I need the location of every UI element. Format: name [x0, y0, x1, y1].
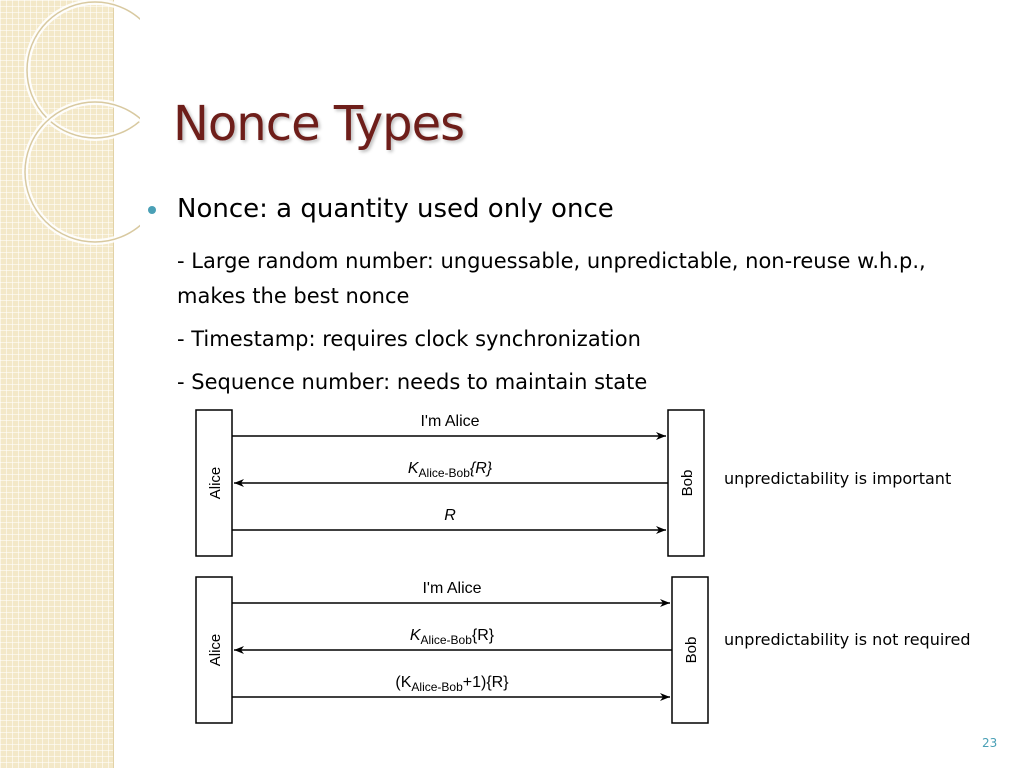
message-2: $K_{Alice-Bob}\{R\}$	[407, 460, 493, 480]
slide-title: Nonce Types	[173, 96, 465, 152]
note-unpredictability-not-required: unpredictability is not required	[724, 630, 971, 649]
message-3: R	[444, 507, 456, 524]
page-number: 23	[982, 736, 998, 750]
subpoint-sequence: - Sequence number: needs to maintain state	[177, 370, 648, 394]
message-2: $K_{Alice-Bob}\{R\}$	[409, 627, 495, 647]
alice-label: Alice	[207, 633, 224, 667]
message-3: $(K_{Alice-Bob}+1)\{R\}$	[395, 674, 509, 694]
bob-label: Bob	[679, 469, 696, 497]
bob-label: Bob	[683, 636, 700, 664]
message-1: I'm Alice	[420, 413, 480, 430]
diagram-2	[196, 577, 708, 723]
message-1: I'm Alice	[422, 580, 482, 597]
subpoint-timestamp: - Timestamp: requires clock synchronization	[177, 327, 641, 351]
subpoint-random: - Large random number: unguessable, unpredictable, non-reuse w.h.p., makes the best nonce	[177, 249, 926, 308]
diagram-1	[196, 410, 704, 556]
note-unpredictability-important: unpredictability is important	[724, 469, 952, 488]
alice-label: Alice	[207, 466, 224, 500]
bullet-main: Nonce: a quantity used only once	[177, 194, 614, 224]
